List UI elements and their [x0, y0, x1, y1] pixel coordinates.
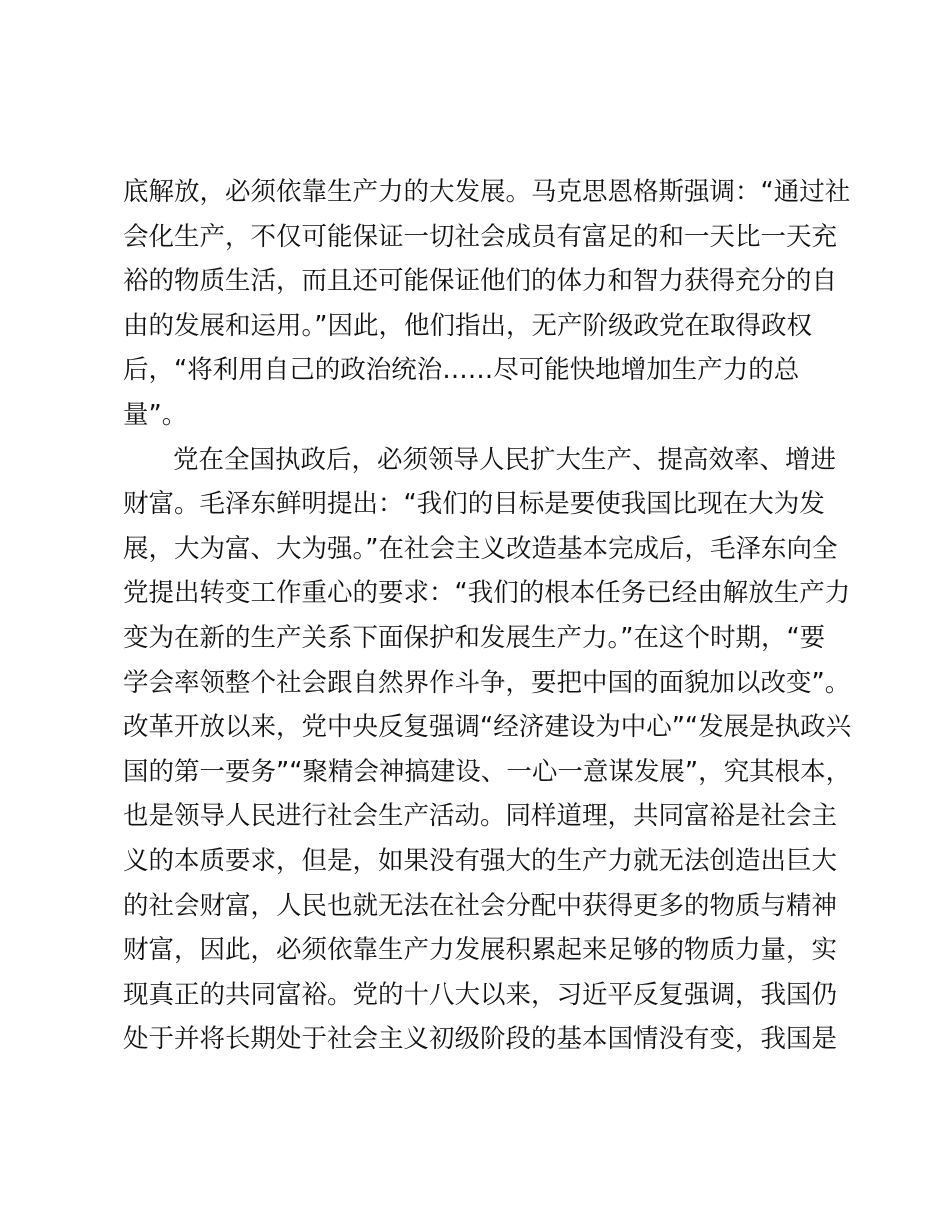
text-line: 党提出转变工作重心的要求：“我们的根本任务已经由解放生产力 — [123, 578, 851, 609]
text-line: 财富，因此，必须依靠生产力发展积累起来足够的物质力量，实 — [123, 935, 838, 966]
text-line: 量”。 — [123, 399, 188, 430]
text-line: 的社会财富，人民也就无法在社会分配中获得更多的物质与精神 — [123, 890, 838, 921]
text-line: 处于并将长期处于社会主义初级阶段的基本国情没有变，我国是 — [123, 1024, 838, 1055]
text-line: 改革开放以来，党中央反复强调“经济建设为中心”“发展是执政兴 — [123, 712, 852, 743]
text-line: 义的本质要求，但是，如果没有强大的生产力就无法创造出巨大 — [123, 845, 838, 876]
text-line: 裕的物质生活，而且还可能保证他们的体力和智力获得充分的自 — [123, 266, 838, 297]
text-line: 展，大为富、大为强。”在社会主义改造基本完成后，毛泽东向全 — [123, 533, 838, 564]
text-line: 底解放，必须依靠生产力的大发展。马克思恩格斯强调：“通过社 — [123, 177, 851, 207]
text-line: 由的发展和运用。”因此，他们指出，无产阶级政党在取得政权 — [123, 310, 812, 341]
text-line: 会化生产，不仅可能保证一切社会成员有富足的和一天比一天充 — [123, 221, 838, 252]
body-text — [123, 170, 852, 1062]
text-line: 变为在新的生产关系下面保护和发展生产力。”在这个时期，“要 — [123, 622, 826, 653]
text-line: 现真正的共同富裕。党的十八大以来，习近平反复强调，我国仍 — [123, 979, 838, 1010]
text-line: 后，“将利用自己的政治统治……尽可能快地增加生产力的总 — [123, 355, 800, 386]
text-line: 国的第一要务”“聚精会神搞建设、一心一意谋发展”，究其根本， — [123, 756, 852, 787]
text-line: 也是领导人民进行社会生产活动。同样道理，共同富裕是社会主 — [123, 801, 838, 832]
paragraph-start-line: 党在全国执政后，必须领导人民扩大生产、提高效率、增进 — [173, 444, 837, 475]
text-line: 财富。毛泽东鲜明提出：“我们的目标是要使我国比现在大为发 — [123, 489, 825, 520]
text-line: 学会率领整个社会跟自然界作斗争，要把中国的面貌加以改变”。 — [123, 667, 851, 698]
